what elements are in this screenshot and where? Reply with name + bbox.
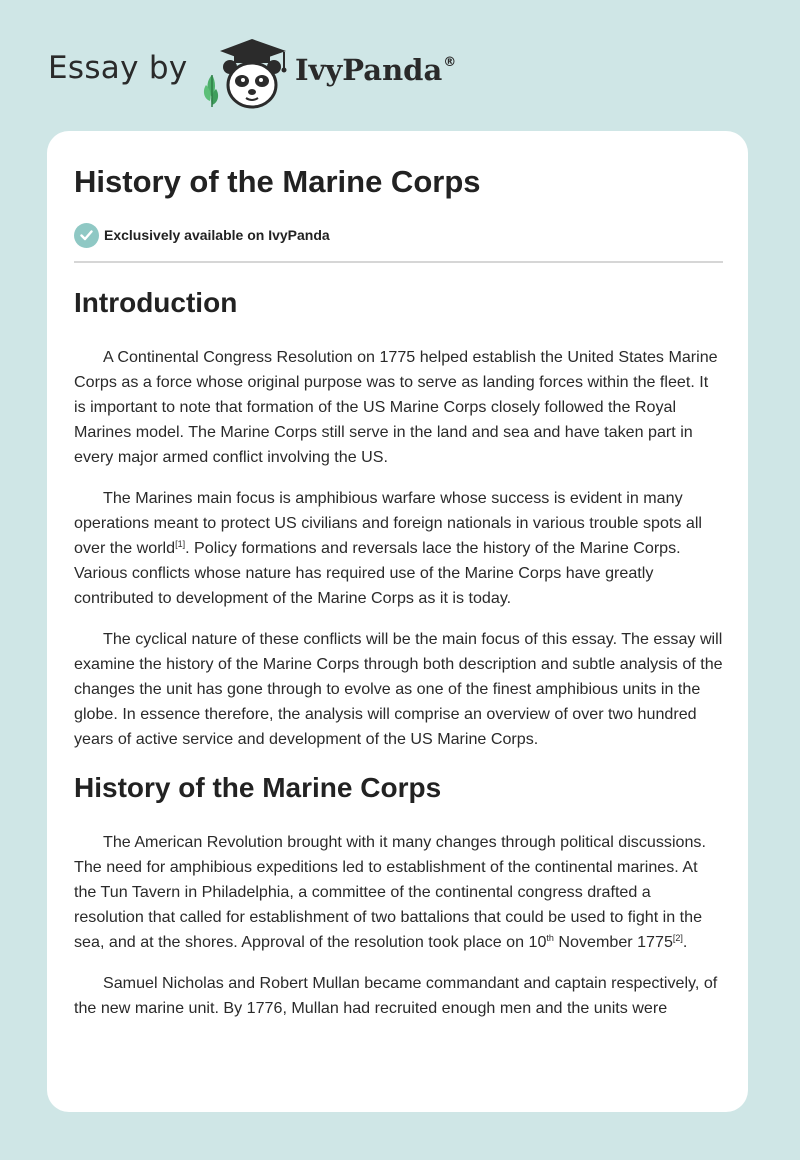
badge-label: Exclusively available on IvyPanda	[104, 227, 330, 243]
footnote-ref[interactable]: [1]	[175, 539, 186, 549]
essay-card	[47, 131, 748, 1112]
brand-name[interactable]: IvyPanda®	[295, 53, 457, 87]
paragraph: A Continental Congress Resolution on 1775 helped establish the United States Marine Corps as a force whose original purpose was to serve as landing forces within the fleet. It is important to note that formation of the US Marine Corps closely followed the Royal Marines model. The Marine Corps still serve in the land and sea and have taken part in every major armed conflict involving the US.	[74, 348, 718, 466]
divider	[74, 261, 723, 263]
ordinal-suffix: th	[546, 933, 554, 943]
section-heading-history: History of the Marine Corps	[74, 772, 442, 803]
paragraph: The American Revolution brought with it many changes through political discussions. The need for amphibious expeditions led to establishment of the continental marines. At the Tun Tavern in Philadelphia, a committee of the continental congress drafted a resolution that called for establishment of two battalions that could be used to fight in the sea, and at the shores. Approval of the resolution took place on 10th November 1775[2].	[74, 833, 706, 951]
section-heading-introduction: Introduction	[74, 287, 238, 318]
footnote-ref[interactable]: [2]	[672, 933, 683, 943]
paragraph: The Marines main focus is amphibious warfare whose success is evident in many operations meant to protect US civilians and foreign nationals in various trouble spots all over the world[1]. Policy formations and reversals lace the history of the Marine Corps. Various conflicts whose nature has required use of the Marine Corps have greatly contributed to development of the Marine Corps as it is today.	[74, 489, 703, 607]
paragraph: Samuel Nicholas and Robert Mullan became commandant and captain respectively, of the new marine unit. By 1776, Mullan had recruited enough men and the units were	[74, 974, 718, 1017]
essay-by-label: Essay by	[48, 50, 188, 86]
essay-body	[74, 283, 724, 1037]
check-icon	[74, 223, 99, 248]
site-header	[0, 0, 800, 130]
paragraph: The cyclical nature of these conflicts will be the main focus of this essay. The essay will examine the history of the Marine Corps through both description and subtle analysis of the changes the unit has gone through to evolve as one of the finest amphibious units in the globe. In essence therefore, the analysis will comprise an overview of over two hundred years of active service and development of the US Marine Corps.	[74, 630, 723, 748]
registered-mark: ®	[443, 55, 457, 70]
exclusive-badge	[74, 222, 330, 248]
ivy-leaf-icon	[204, 75, 218, 107]
ivypanda-logo-icon[interactable]	[200, 35, 296, 113]
page-title: History of the Marine Corps	[74, 164, 481, 199]
